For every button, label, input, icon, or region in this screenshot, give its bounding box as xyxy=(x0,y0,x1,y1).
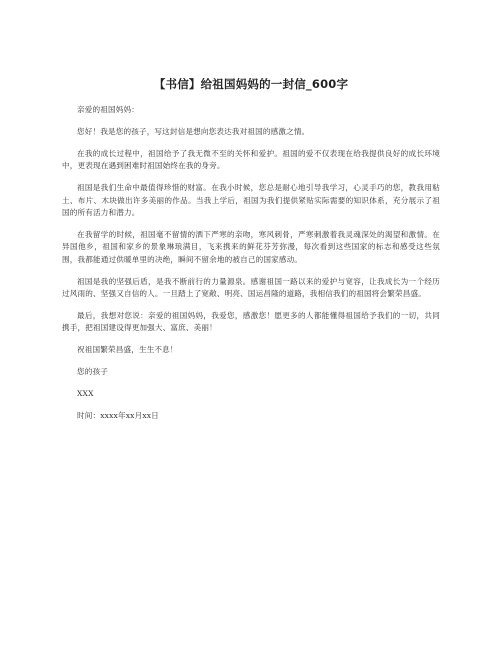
document-title: 【书信】给祖国妈妈的一封信_600字 xyxy=(153,77,349,91)
body-paragraph: 最后，我想对您说：亲爱的祖国妈妈，我爱您，感激您！愿更多的人都能懂得祖国给予我们的一切，共同携手，把祖国建设得更加强大、富庶、美丽！ xyxy=(62,310,440,333)
body-paragraph: 在我的成长过程中，祖国给予了我无微不至的关怀和爱护。祖国的爱不仅表现在给我提供良好的成长环境中，更表现在遇到困难时祖国始终在我的身旁。 xyxy=(62,148,440,171)
signature-name: XXX xyxy=(77,389,94,398)
greeting-paragraph: 您好！我是您的孩子，写这封信是想向您表达我对祖国的感激之情。 xyxy=(77,126,310,136)
body-paragraph: 祖国是我们生命中最值得珍惜的财富。在我小时候，您总是耐心地引导我学习，心灵手巧的您，教我用粘土、布片、木块做出许多美丽的作品。当我上学后，祖国为我们提供紧贴实际需要的知识体系，充分展示了祖国的所有活力和潜力。 xyxy=(62,183,440,217)
document-page xyxy=(62,76,440,432)
closing-wish: 祝祖国繁荣昌盛，生生不息！ xyxy=(77,345,178,355)
body-paragraph: 在我留学的时候，祖国毫不留情的洒下严寒的亲吻，寒风刺骨，严寒刺激着我灵魂深处的渴望和激情。在异国他乡，祖国和家乡的景象琳琅满目，飞来携来的鲜花芬芳弥漫，每次看到这些国家的标志和感受这些氛围，我都能通过供暖单里的决绝，瞬间不留余地的被自己的国家感动。 xyxy=(62,229,440,264)
signature-line: 您的孩子 xyxy=(77,367,108,377)
salutation: 亲爱的祖国妈妈： xyxy=(77,105,139,114)
body-paragraph: 祖国是我的坚强后盾，是我不断前行的力量源泉。感谢祖国一路以来的爱护与宽容，让我成长为一个经历过风雨的、坚强又自信的人。一旦踏上了宽敞、明亮、国运昌隆的道路，我相信我们的祖国将会繁荣昌盛。 xyxy=(62,276,440,298)
date-line: 时间：xxxx年xx月xx日 xyxy=(77,410,159,420)
